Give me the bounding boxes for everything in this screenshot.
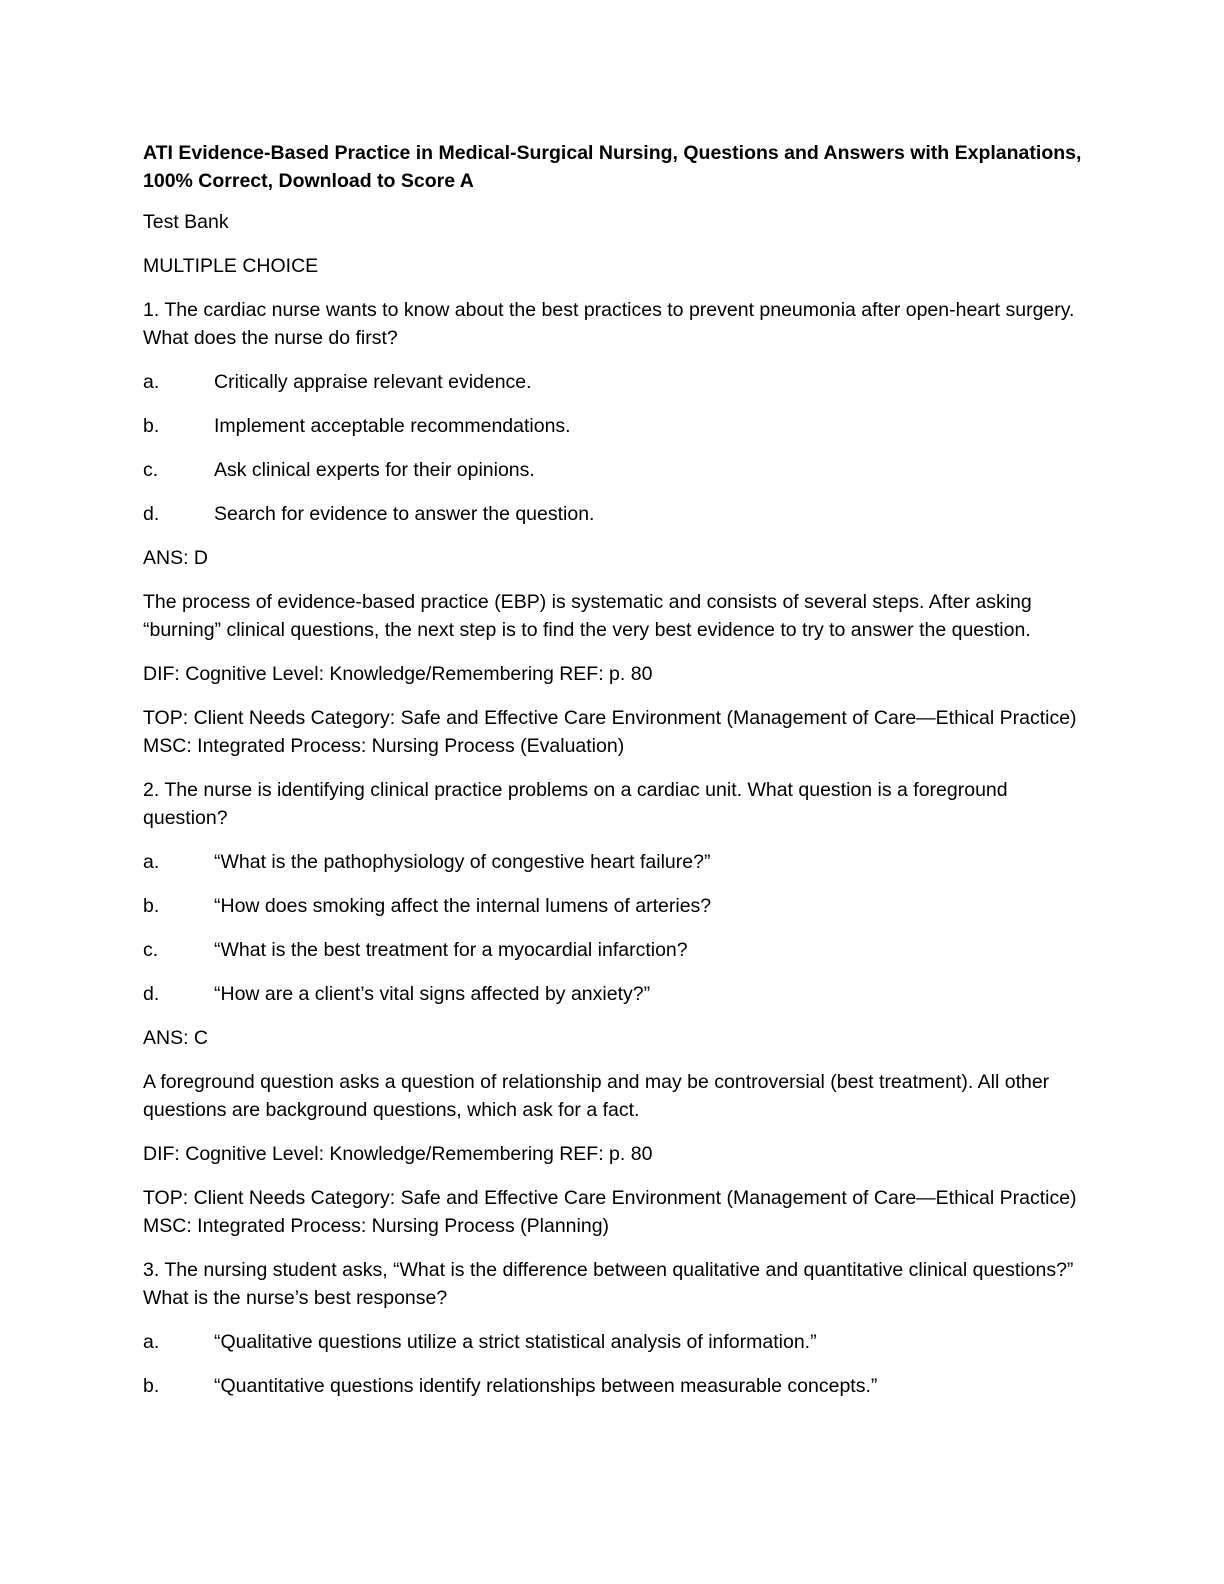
answer-option [143,456,1083,484]
option-text: Implement acceptable recommendations. [214,415,571,437]
option-text: “Qualitative questions utilize a strict statistical analysis of information.” [214,1331,817,1353]
question-stem: 1. The cardiac nurse wants to know about the best practices to prevent pneumonia after open-heart surgery. What does the nurse do first? [143,299,1075,349]
answer-rationale: The process of evidence-based practice (EBP) is systematic and consists of several steps. After asking “burning” clinical questions, the next step is to find the very best evidence to try to answer the question. [143,591,1032,641]
answer-option [143,892,1083,920]
option-text: Critically appraise relevant evidence. [214,371,532,393]
question-block [143,1256,1083,1400]
answer-key: ANS: C [143,1027,209,1049]
option-letter: a. [143,371,160,393]
document-page [143,139,1083,1416]
difficulty-reference: DIF: Cognitive Level: Knowledge/Remembering REF: p. 80 [143,663,653,685]
answer-option [143,936,1083,964]
option-letter: a. [143,851,160,873]
topic-category: TOP: Client Needs Category: Safe and Effective Care Environment (Management of Care—Ethical Practice) MSC: Integrated Process: Nursing Process (Planning) [143,1187,1077,1237]
answer-option [143,848,1083,876]
answer-rationale: A foreground question asks a question of relationship and may be controversial (best treatment). All other questions are background questions, which ask for a fact. [143,1071,1050,1121]
question-block [143,776,1083,1240]
option-letter: c. [143,939,159,961]
option-text: “How are a client’s vital signs affected by anxiety?” [214,983,651,1005]
option-text: “What is the best treatment for a myocardial infarction? [214,939,688,961]
difficulty-reference: DIF: Cognitive Level: Knowledge/Remembering REF: p. 80 [143,1143,653,1165]
topic-category: TOP: Client Needs Category: Safe and Effective Care Environment (Management of Care—Ethical Practice) MSC: Integrated Process: Nursing Process (Evaluation) [143,707,1077,757]
answer-option [143,980,1083,1008]
option-text: Search for evidence to answer the question. [214,503,595,525]
document-title: ATI Evidence-Based Practice in Medical-Surgical Nursing, Questions and Answers with Explanations, 100% Correct, Download to Score A [143,142,1082,192]
option-letter: d. [143,983,160,1005]
answer-option [143,1328,1083,1356]
option-text: “What is the pathophysiology of congestive heart failure?” [214,851,711,873]
question-block [143,296,1083,760]
option-text: “How does smoking affect the internal lumens of arteries? [214,895,712,917]
option-letter: b. [143,895,160,917]
document-subtitle: Test Bank [143,211,229,233]
question-stem: 2. The nurse is identifying clinical practice problems on a cardiac unit. What question is a foreground question? [143,779,1008,829]
section-heading: MULTIPLE CHOICE [143,255,319,277]
question-stem: 3. The nursing student asks, “What is the difference between qualitative and quantitative clinical questions?” What is the nurse’s best response? [143,1259,1074,1309]
option-letter: d. [143,503,160,525]
option-letter: b. [143,415,160,437]
option-letter: b. [143,1375,160,1397]
option-letter: c. [143,459,159,481]
answer-option [143,1372,1083,1400]
option-text: Ask clinical experts for their opinions. [214,459,535,481]
answer-option [143,368,1083,396]
option-letter: a. [143,1331,160,1353]
answer-option [143,412,1083,440]
answer-option [143,500,1083,528]
option-text: “Quantitative questions identify relationships between measurable concepts.” [214,1375,878,1397]
answer-key: ANS: D [143,547,209,569]
